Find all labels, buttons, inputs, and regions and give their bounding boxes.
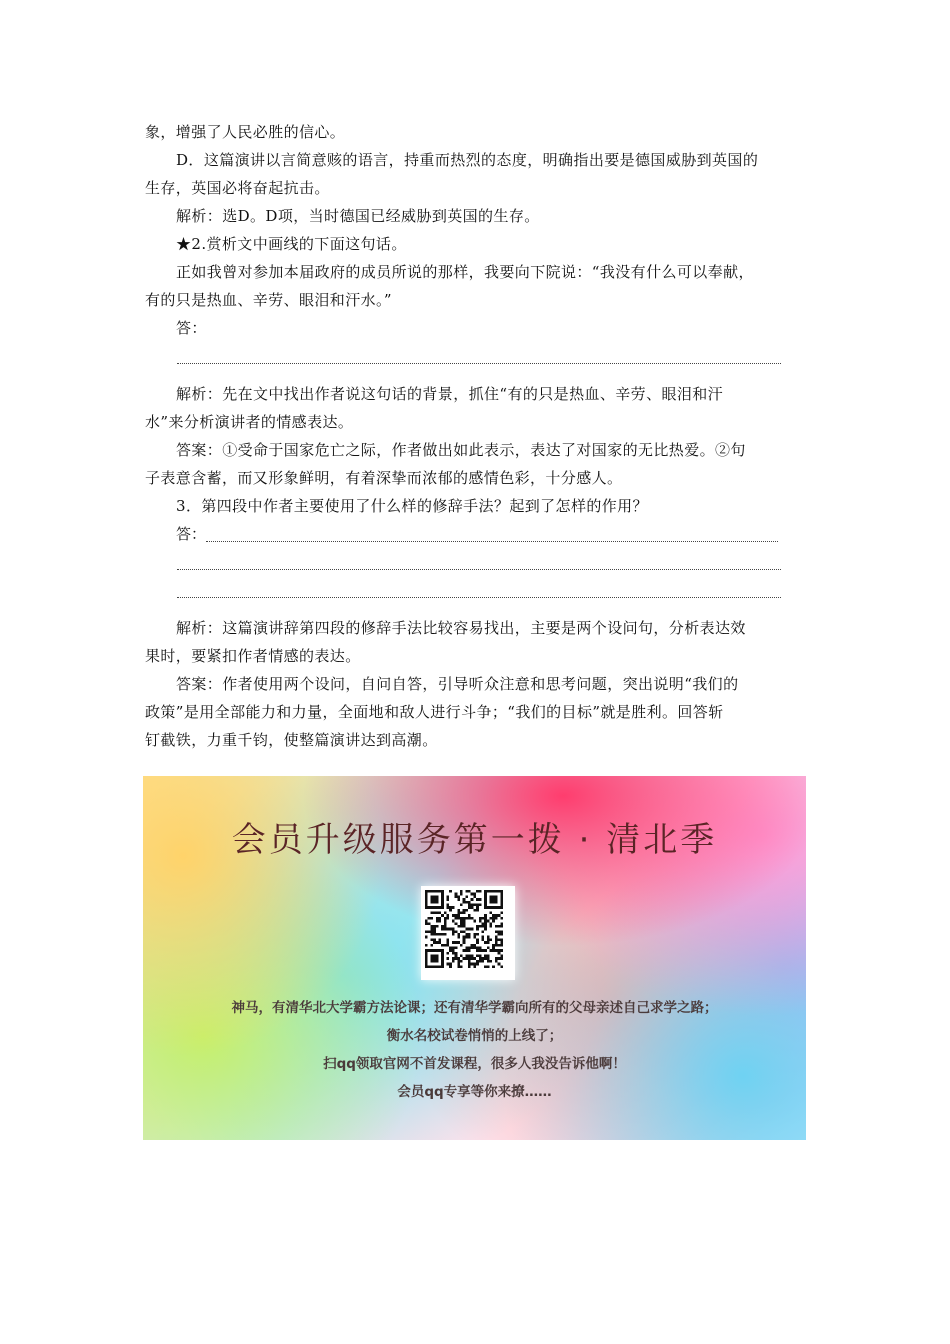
answer-blank-3-3[interactable] <box>145 576 810 604</box>
answer-blank-3-2[interactable] <box>145 548 810 576</box>
answer-3-line-1: 答案：作者使用两个设问，自问自答，引导听众注意和思考问题，突出说明“我们的 <box>176 675 739 693</box>
answer-2-line-2: 子表意含蓄，而又形象鲜明，有着深挚而浓郁的感情色彩，十分感人。 <box>145 469 623 487</box>
paragraph-continuation: 象，增强了人民必胜的信心。 <box>145 123 346 141</box>
banner-line-2: 衡水名校试卷悄悄的上线了； <box>386 1028 563 1044</box>
option-d-line-2: 生存，英国必将奋起抗击。 <box>145 179 330 197</box>
document-body <box>145 118 810 754</box>
analysis-3-line-2: 果时，要紧扣作者情感的表达。 <box>145 647 361 665</box>
answer-2-line-1: 答案：①受命于国家危亡之际，作者做出如此表示，表达了对国家的无比热爱。②句 <box>176 441 746 459</box>
answer-label-2: 答： <box>176 319 207 337</box>
answer-row-3 <box>145 520 810 548</box>
question-2: ★2.赏析文中画线的下面这句话。 <box>176 235 407 253</box>
question-3: 3．第四段中作者主要使用了什么样的修辞手法？起到了怎样的作用？ <box>176 497 648 515</box>
analysis-2-line-1: 解析：先在文中找出作者说这句话的背景，抓住“有的只是热血、辛劳、眼泪和汗 <box>176 385 724 403</box>
banner-title: 会员升级服务第一拨 · 清北季 <box>231 820 718 860</box>
option-d-line-1: D．这篇演讲以言简意赅的语言，持重而热烈的态度，明确指出要是德国威胁到英国的 <box>176 151 759 169</box>
qr-code-icon <box>425 890 503 968</box>
banner-text <box>143 994 806 1106</box>
answer-blank-2[interactable] <box>145 342 810 370</box>
quote-line-2: 有的只是热血、辛劳、眼泪和汗水。” <box>145 291 392 309</box>
answer-label-3: 答： <box>176 525 207 543</box>
qr-code[interactable] <box>421 886 515 980</box>
banner-line-3: 扫qq领取官网不首发课程，很多人我没告诉他啊！ <box>323 1056 626 1072</box>
analysis-3-line-1: 解析：这篇演讲辞第四段的修辞手法比较容易找出，主要是两个设问句，分析表达效 <box>176 619 746 637</box>
banner-line-1: 神马，有清华北大学霸方法论课；还有清华学霸向所有的父母亲述自己求学之路； <box>231 1000 718 1016</box>
analysis-1: 解析：选D。D项，当时德国已经威胁到英国的生存。 <box>176 207 540 225</box>
answer-3-line-3: 钉截铁，力重千钧，使整篇演讲达到高潮。 <box>145 731 438 749</box>
banner-line-4: 会员qq专享等你来撩…… <box>397 1084 552 1100</box>
analysis-2-line-2: 水”来分析演讲者的情感表达。 <box>145 413 354 431</box>
answer-blank-3-1[interactable] <box>206 541 778 542</box>
quote-line-1: 正如我曾对参加本届政府的成员所说的那样，我要向下院说：“我没有什么可以奉献， <box>176 263 754 281</box>
promo-banner[interactable] <box>143 776 806 1140</box>
answer-3-line-2: 政策”是用全部能力和力量，全面地和敌人进行斗争；“我们的目标”就是胜利。回答斩 <box>145 703 724 721</box>
